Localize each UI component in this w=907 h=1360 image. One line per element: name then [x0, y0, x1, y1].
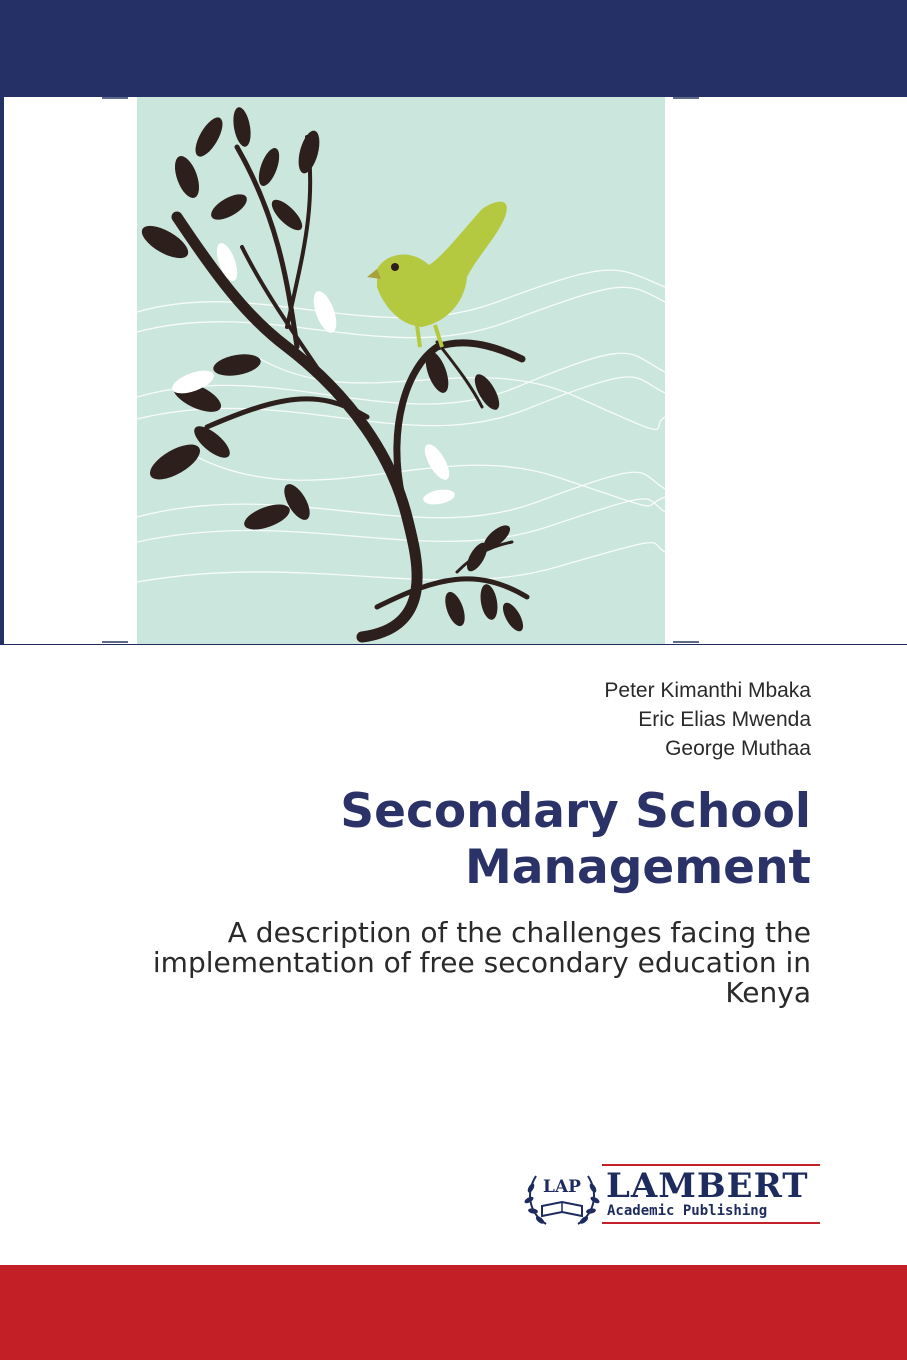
- crop-mark: [673, 97, 699, 99]
- crop-mark: [102, 641, 128, 643]
- cover-illustration: [137, 97, 665, 644]
- book-title-line: Management: [465, 840, 811, 895]
- book-title: [91, 784, 811, 896]
- left-edge-strip: [0, 97, 4, 645]
- emblem-text: LAP: [543, 1177, 581, 1197]
- book-subtitle-line: implementation of free secondary education in: [152, 946, 811, 979]
- bottom-color-band: [0, 1265, 907, 1360]
- publisher-subtitle: Academic Publishing: [607, 1203, 768, 1219]
- image-divider-line: [0, 644, 907, 645]
- crop-mark: [673, 641, 699, 643]
- crop-mark: [102, 97, 128, 99]
- laurel-book-icon: [522, 1162, 602, 1232]
- author-name: George Muthaa: [665, 737, 811, 760]
- bird-icon: [367, 202, 507, 347]
- book-subtitle-line: A description of the challenges facing the: [227, 916, 811, 949]
- publisher-logo: [522, 1162, 822, 1232]
- author-name: Eric Elias Mwenda: [638, 708, 811, 731]
- publisher-rule: [602, 1222, 820, 1224]
- leaf-icon: [137, 106, 527, 634]
- book-subtitle: [91, 918, 811, 1008]
- author-name: Peter Kimanthi Mbaka: [604, 679, 811, 702]
- tree-branch-icon: [137, 97, 665, 644]
- publisher-name: LAMBERT: [606, 1166, 809, 1206]
- book-title-line: Secondary School: [340, 784, 811, 839]
- book-subtitle-line: Kenya: [725, 976, 811, 1009]
- author-list: [604, 676, 811, 763]
- top-color-band: [0, 0, 907, 97]
